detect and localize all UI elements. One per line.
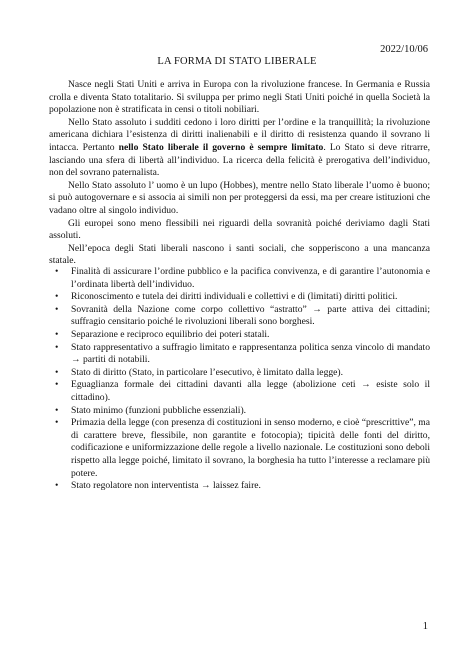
bullet-item: • Stato rappresentativo a suffragio limitato e rappresentanza politica senza vincolo di mandato → partiti di notabili. [71,342,430,367]
bullet-item: • Stato regolatore non interventista → laissez faire. [71,480,430,493]
body-paragraph [49,117,430,180]
paragraph-text: Nello Stato assoluto i sudditi cedono i loro diritti per l’ordine e la tranquillità; la rivoluzione americana dichiara l’esistenza di diritti inalienabili e il diritto di resistenza quando il sovrano li intacca. Pertanto [49,116,430,153]
bullet-item: • Sovranità della Nazione come corpo collettivo “astratto” → parte attiva dei cittadini; suffragio censitario poiché le rivoluzioni liberali sono borghesi. [71,304,430,329]
body-paragraph [49,218,430,243]
bullet-item: • Finalità di assicurare l’ordine pubblico e la pacifica convivenza, e di garantire l’autonomia e l’ordinata libertà dell’individuo. [71,266,430,291]
bullet-item: • Riconoscimento e tutela dei diritti individuali e collettivi e di (limitati) diritti politici. [71,291,430,304]
paragraph-text: Gli europei sono meno flessibili nei riguardi della sovranità poiché deriviamo dagli Stati assoluti. [49,217,430,242]
bullet-item: • Stato di diritto (Stato, in particolare l’esecutivo, è limitato dalla legge). [71,367,430,380]
bullet-item: • Primazia della legge (con presenza di costituzioni in senso moderno, e cioè “prescrittive”, ma di carattere breve, flessibile, non garantite e fotocopia); tipicità delle fonti del diritto, codificazione e uniformizzazione delle regole a livello nazionale. Le costituzioni sono deboli rispetto alla legge poiché, limitato il sovrano, la borghesia ha tutto l’interesse a reclamare più potere. [71,417,430,480]
body-paragraph [49,180,430,218]
paragraph-text: Nello Stato assoluto l’ uomo è un lupo (Hobbes), mentre nello Stato liberale l’uomo è buono; si può autogovernare e si associa ai simili non per proteggersi da essi, ma per creare istituzioni che vadano oltre al singolo individuo. [49,179,430,216]
body-paragraph [49,79,430,117]
bullet-item: • Separazione e reciproco equilibrio dei poteri statali. [71,329,430,342]
document-body [49,79,430,268]
document-title: LA FORMA DI STATO LIBERALE [157,56,317,67]
bullet-list [49,266,430,493]
paragraph-text: . Lo Stato si deve ritrarre, lasciando una sfera di libertà all’individuo. La ricerca della felicità è prerogativa dell’individuo, non del sovrano paternalista. [49,141,431,179]
page-number: 1 [422,621,428,632]
paragraph-text: Nasce negli Stati Uniti e arriva in Europa con la rivoluzione francese. In Germania e Russia crolla e diventa Stato totalitario. Si sviluppa per primo negli Stati Uniti poiché in quella Società la popolazione non è stratificata in censi o titoli nobiliari. [49,79,430,116]
bullet-item: • Eguaglianza formale dei cittadini davanti alla legge (abolizione ceti → esiste solo il cittadino). [71,379,430,404]
document-date: 2022/10/06 [380,44,428,55]
bold-emphasis: nello Stato liberale il governo è sempre limitato [118,141,324,153]
bullet-item: • Stato minimo (funzioni pubbliche essenziali). [71,405,430,418]
body-paragraph [49,243,430,268]
paragraph-text: Nell’epoca degli Stati liberali nascono i santi sociali, che sopperiscono a una mancanza statale. [49,242,430,267]
